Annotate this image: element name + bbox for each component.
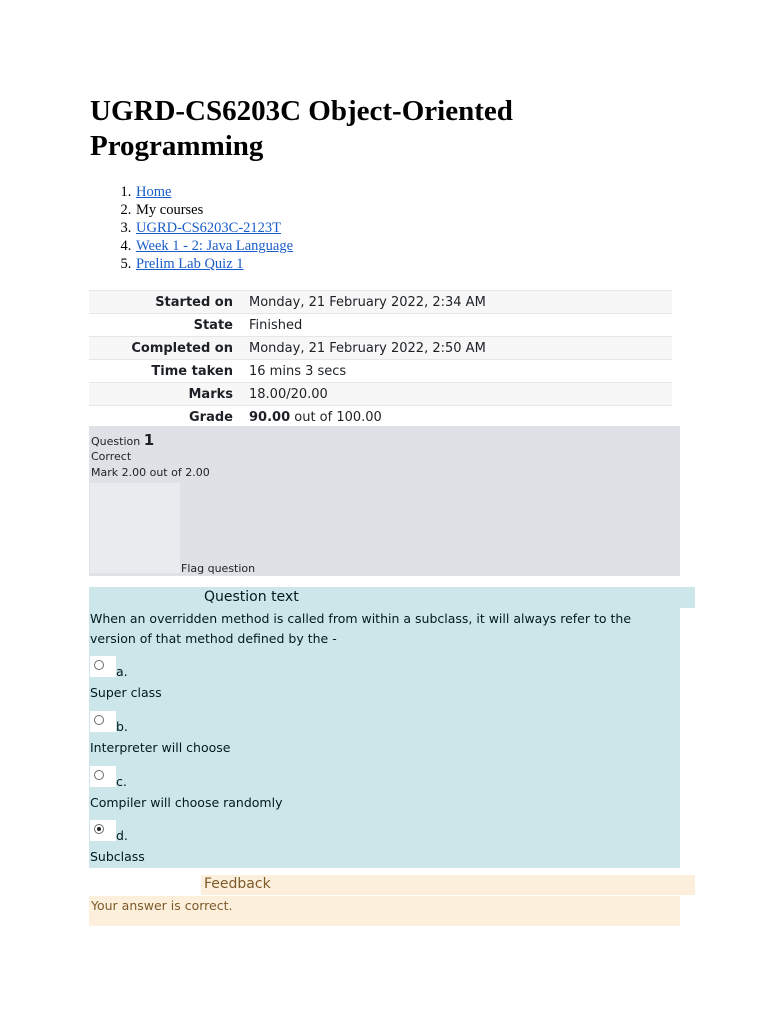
question-number-value: 1	[143, 431, 155, 449]
breadcrumb	[112, 183, 293, 273]
answer-option-a[interactable]	[89, 656, 489, 708]
option-letter: a.	[116, 664, 128, 679]
breadcrumb-item-quiz[interactable]	[135, 255, 293, 273]
page-title: UGRD-CS6203C Object-Oriented Programming	[90, 95, 513, 162]
option-letter: b.	[116, 719, 128, 734]
answer-option-b[interactable]	[89, 711, 489, 763]
flag-image-placeholder	[90, 483, 180, 573]
question-text: When an overridden method is called from within a subclass, it will always refer to the version of that method defined by the -	[90, 611, 632, 646]
summary-row-completed-on	[89, 337, 672, 360]
summary-label: State	[89, 314, 240, 337]
question-number-prefix: Question	[91, 435, 144, 448]
answer-option-d[interactable]	[89, 820, 489, 872]
breadcrumb-item-section[interactable]	[135, 237, 293, 255]
summary-label: Grade	[89, 406, 240, 429]
answer-option-c[interactable]	[89, 766, 489, 818]
option-answer: Subclass	[90, 849, 145, 864]
summary-row-marks	[89, 383, 672, 406]
breadcrumb-link-section[interactable]: Week 1 - 2: Java Language	[136, 238, 294, 254]
summary-value: Monday, 21 February 2022, 2:34 AM	[240, 291, 672, 314]
radio-button-selected[interactable]	[94, 824, 104, 834]
radio-button[interactable]	[94, 770, 104, 780]
question-text-heading: Question text	[201, 587, 695, 608]
feedback-heading: Feedback	[201, 875, 695, 895]
grade-score: 90.00	[249, 409, 291, 425]
radio-button[interactable]	[94, 660, 104, 670]
radio-box	[90, 820, 116, 841]
summary-label: Marks	[89, 383, 240, 406]
question-state: Correct	[91, 450, 132, 463]
quiz-summary-table	[89, 290, 672, 429]
summary-label: Time taken	[89, 360, 240, 383]
breadcrumb-item-course[interactable]	[135, 219, 293, 237]
option-answer: Super class	[90, 685, 162, 700]
radio-box	[90, 766, 116, 787]
breadcrumb-link-course[interactable]: UGRD-CS6203C-2123T	[136, 220, 282, 236]
breadcrumb-link-home[interactable]: Home	[136, 184, 172, 200]
option-letter: c.	[116, 774, 127, 789]
summary-value: 16 mins 3 secs	[240, 360, 672, 383]
radio-button[interactable]	[94, 715, 104, 725]
option-answer: Compiler will choose randomly	[90, 795, 283, 810]
summary-row-started-on	[89, 291, 672, 314]
question-info-panel	[89, 426, 680, 576]
flag-question-link[interactable]: Flag question	[181, 562, 256, 575]
question-number	[91, 431, 154, 449]
question-formulation	[89, 587, 680, 868]
question-mark: Mark 2.00 out of 2.00	[91, 466, 210, 479]
summary-value: 18.00/20.00	[240, 383, 672, 406]
breadcrumb-link-quiz[interactable]: Prelim Lab Quiz 1	[136, 256, 244, 272]
summary-label: Completed on	[89, 337, 240, 360]
summary-value: Finished	[240, 314, 672, 337]
grade-out-of: out of 100.00	[290, 409, 382, 425]
radio-box	[90, 711, 116, 732]
summary-row-state	[89, 314, 672, 337]
option-answer: Interpreter will choose	[90, 740, 231, 755]
feedback-text: Your answer is correct.	[89, 896, 680, 926]
summary-row-time-taken	[89, 360, 672, 383]
breadcrumb-item-my-courses: 2. My courses	[135, 201, 293, 219]
option-letter: d.	[116, 828, 128, 843]
summary-value: Monday, 21 February 2022, 2:50 AM	[240, 337, 672, 360]
summary-label: Started on	[89, 291, 240, 314]
radio-box	[90, 656, 116, 677]
breadcrumb-item-home[interactable]	[135, 183, 293, 201]
